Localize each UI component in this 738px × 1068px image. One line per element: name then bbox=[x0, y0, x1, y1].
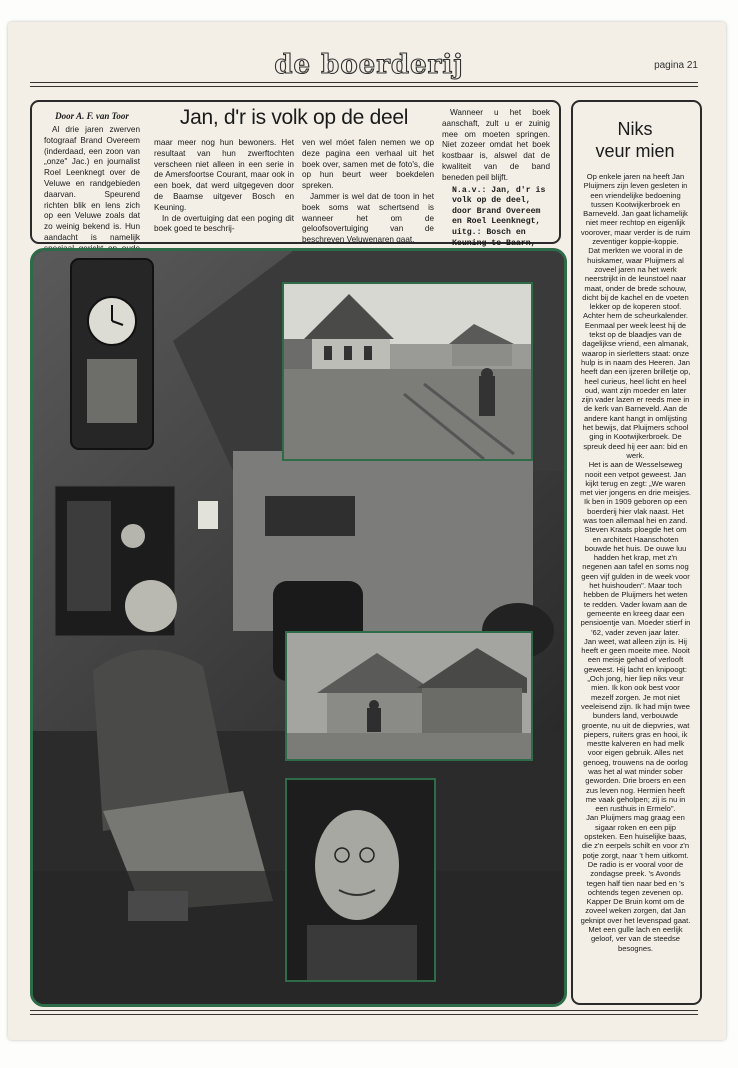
article-column-3 bbox=[302, 138, 434, 246]
sidebar-title-line1: Niks bbox=[617, 119, 653, 139]
book-info: N.a.v.: Jan, d'r is volk op de deel, door Brand Overeem en Roel Leenknegt, uitg.: Bosch en Keuning te Baarn, bbox=[452, 185, 546, 248]
article-paragraph: ven wel móet falen nemen we op deze pagina een verhaal uit het boek over, samen met de foto's, die op hun beurt weer boekdelen spreken. bbox=[302, 138, 434, 191]
article-paragraph: Jammer is wel dat de toon in het boek soms wat schertsend is wanneer het om de geloofsovertuiging van de beschreven Veluwenaren gaat. bbox=[302, 191, 434, 245]
portrait-photo bbox=[285, 778, 436, 982]
photo-collage bbox=[30, 248, 567, 1007]
sidebar-title bbox=[573, 118, 697, 162]
article-paragraph: Wanneer u het boek aanschaft, zult u er zuinig mee om moeten springen. Niet zozeer omdat het boek kostbaar is, alswel dat de kwaliteit van de band beneden peil blijft. bbox=[442, 108, 550, 182]
article-paragraph: In de overtuiging dat een poging dit boek goed te beschrij- bbox=[154, 213, 294, 234]
sidebar-text bbox=[580, 172, 691, 953]
sidebar-paragraph: Op enkele jaren na heeft Jan Pluijmers zijn leven gesleten in een vriendelijke bedoening tussen Kootwijkerbroek en Barneveld. Jan gaat lichamelijk niet meer rechtop en eigenlijk voorover, maar verder is de ruim zeventiger koppie-koppie. bbox=[580, 172, 691, 247]
masthead-title: de boerderij bbox=[274, 50, 464, 80]
footer-rule-bottom bbox=[30, 1014, 698, 1015]
sidebar-paragraph: Het is aan de Wesselseweg nooit een vetpot geweest. Jan kijkt terug en zegt: „We waren met vier jongens en drie meisjes. Ik ben in 1909 geboren op een boerderij hier vlak naast. Het was toen allemaal hei en zand. Steven Kraats ploegde het om en architect Haanschoten bouwde het huis. De ouwe luu hadden het krap, met z'n negenen aan tafel en soms nog geen vijf gulden in de week voor het huishouden". Maar toch hebben de Pluijmers het weten te redden. Vader kwam aan de gemeente en kreeg daar een pensioentje van. Moeder stierf in '62, vader zeven jaar later. bbox=[580, 460, 692, 637]
article-column-2 bbox=[154, 138, 294, 235]
masthead-rule-bottom bbox=[30, 86, 698, 87]
article-paragraph: maar meer nog hun bewoners. Het resultaat van hun zwerftochten verscheen niet alleen in een serie in de Amersfoortse Courant, maar ook in een boek, dat werd uitgegeven door de Baamse uitgever Bosch en Keuning. bbox=[154, 138, 294, 212]
sidebar-paragraph: Eenmaal per week leest hij de tekst op de blaadjes van de dagelijkse vriend, een almanak, waarop in sierletters staat: onze hulp is in naam des Heeren. Jan heeft dan een ijzeren brilletje op, heel curieus, heel licht en heel oud, want zijn moeder en later zijn vader lazen er reeds mee in de kerk van Barneveld. Aan de andere kant hangt in omlijsting het bewijs, dat Pluijmers school ging in Kootwijkerbroek. De spreuk deed hij eer aan: bid en werk. bbox=[580, 320, 691, 460]
sidebar-title-line2: veur mien bbox=[595, 141, 675, 161]
barn-photo bbox=[285, 631, 533, 761]
footer-rule-top bbox=[30, 1010, 698, 1011]
page-number: pagina 21 bbox=[654, 60, 698, 71]
sidebar-paragraph: Dat merkten we vooral in de huiskamer, waar Pluijmers al zoveel jaren na het werk neerstrijkt in de leunstoel naar maat, onder de brede schouw, dicht bij de kachel en de voeten lekker op de koperen stoof. Achter hem de scheurkalender. bbox=[582, 246, 689, 321]
article-headline: Jan, d'r is volk op de deel bbox=[179, 106, 409, 129]
farmhouse-photo bbox=[282, 282, 533, 461]
sidebar-paragraph: Jan Pluijmers mag graag een sigaar roken en een pijp opsteken. Een huiselijke baas, die z'n eerpels schilt en voor z'n potje zorgt, naar 't hem uitkomt. De radio is er vooral voor de zondagse preek. 's Avonds tegen half tien naar bed en 's ochtends tegen zevenen op. Kapper De Bruin komt om de zoveel weken zorgen, dat Jan geknipt over het levenspad gaat. Met een gulle lach en eerlijk geloof, ver van de steedse besognes. bbox=[580, 813, 691, 953]
article-byline: Door A. F. van Toor bbox=[55, 111, 129, 121]
article-paragraph: Al drie jaren zwerven fotograaf Brand Overeem (inderdaad, een zoon van „onze" Jac.) en journalist Roel Leenknegt over de Veluwe en randgebieden daarvan. Speurend richten blik en lens zich op een Veluwe zoals dat zo weinig bekend is. Hun aandacht is namelijk bbox=[44, 125, 140, 242]
masthead-rule-top bbox=[30, 82, 698, 83]
sidebar-paragraph: Jan weet, wat alleen zijn is. Hij heeft er geen moeite mee. Nooit een meisje gehad of verlooft geweest. Hij lacht en knipoogt: „Och jong, hier liep niks veur mien. Ik kon ook best voor mezelf zorgen. Je mot niet veeleisend zijn. Ik had mijn twee bunders land, verbouwde groente, nu uit de diepvries, wat piepers, ruiters gras en hooi, ik mestte kalveren en had melk voor eigen gebruik. Alles net genoeg, trouwens na de oorlog was het al wat minder sober geworden. Drie broers en een zus leven nog. Hermien heeft me vaak geholpen; zij is nu in een rusthuis in Ermelo". bbox=[581, 636, 690, 814]
